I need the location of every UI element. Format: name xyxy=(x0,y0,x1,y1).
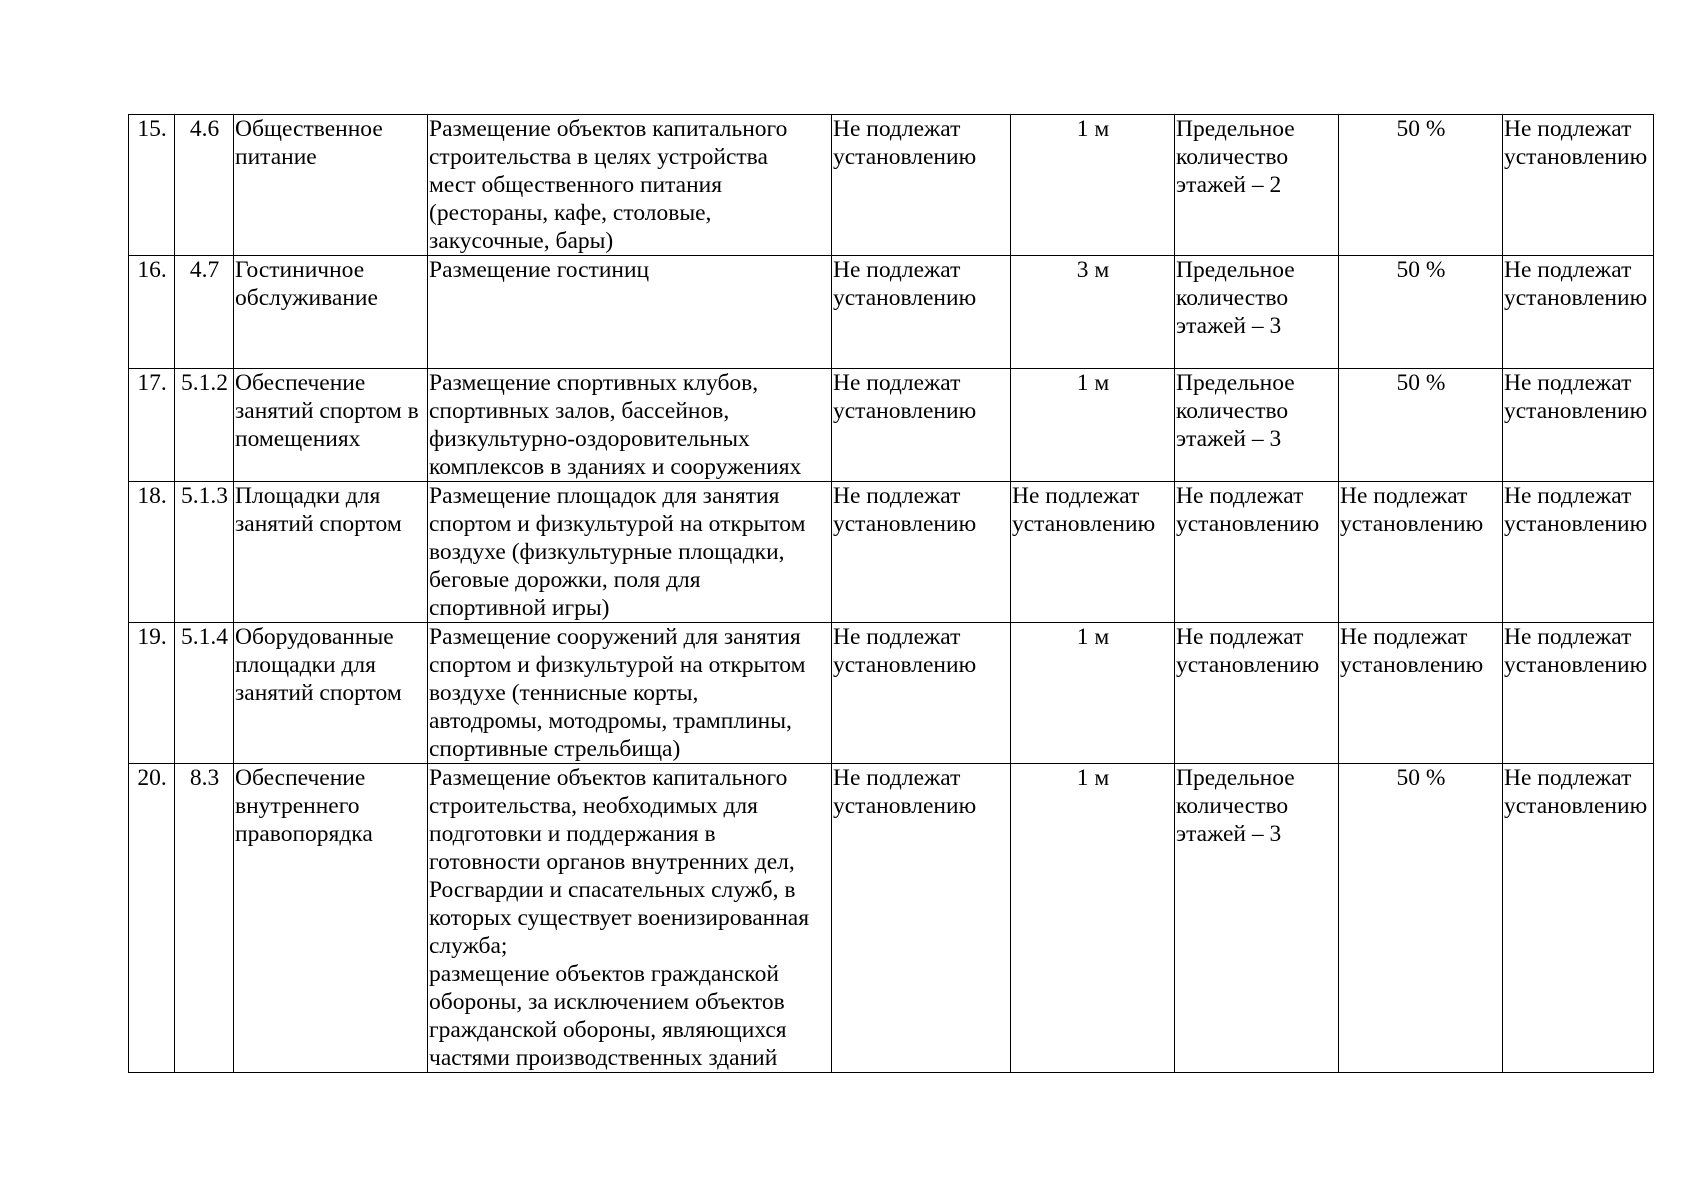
cell-text-line: спортивной игры) xyxy=(429,595,610,621)
cell-text-line: Не подлежат xyxy=(833,116,961,142)
cell-text-line: Не подлежат xyxy=(833,624,961,650)
cell-text-line: установлению xyxy=(833,144,977,170)
cell-min-setback xyxy=(1011,369,1175,482)
cell-text-line: количество xyxy=(1176,285,1289,311)
cell-plot-size xyxy=(832,256,1011,369)
cell-text-line: установлению xyxy=(833,511,977,537)
cell-max-coverage xyxy=(1339,256,1503,369)
cell-use-code xyxy=(175,256,234,369)
cell-text-line: помещениях xyxy=(235,426,361,452)
cell-text-line: Не подлежат xyxy=(1504,370,1632,396)
cell-max-coverage xyxy=(1339,482,1503,623)
table-row xyxy=(129,115,1654,256)
cell-other-limits xyxy=(1503,115,1654,256)
cell-text-line: установлению xyxy=(1012,511,1156,537)
cell-text-line: количество xyxy=(1176,398,1289,424)
cell-use-name xyxy=(234,764,428,1073)
cell-text-line: Не подлежат xyxy=(1176,624,1304,650)
cell-text-line: частями производственных зданий xyxy=(429,1045,778,1071)
cell-text-line: спортом и физкультурой на открытом xyxy=(429,511,806,537)
cell-text-line: занятий спортом xyxy=(235,680,402,706)
cell-text: 5.1.4 xyxy=(181,624,228,650)
cell-min-setback xyxy=(1011,482,1175,623)
cell-text-line: подготовки и поддержания в xyxy=(429,821,716,847)
cell-min-setback xyxy=(1011,764,1175,1073)
cell-text-line: Общественное xyxy=(235,116,383,142)
cell-text-line: 50 % xyxy=(1396,370,1446,396)
cell-text-line: строительства, необходимых для xyxy=(429,793,758,819)
cell-text-line: Предельное xyxy=(1176,257,1295,283)
cell-max-floors xyxy=(1175,115,1339,256)
cell-text-line: Размещение объектов капитального xyxy=(429,765,788,791)
cell-use-description xyxy=(428,623,832,764)
cell-use-code xyxy=(175,623,234,764)
cell-text-line: Не подлежат xyxy=(1340,624,1468,650)
cell-text-line: установлению xyxy=(833,398,977,424)
cell-text-line: Обеспечение xyxy=(235,765,366,791)
cell-text: 4.6 xyxy=(189,116,220,142)
cell-text: 18. xyxy=(137,483,167,509)
table-body xyxy=(129,115,1654,1073)
cell-plot-size xyxy=(832,764,1011,1073)
cell-max-floors xyxy=(1175,764,1339,1073)
cell-plot-size xyxy=(832,115,1011,256)
cell-text-line: установлению xyxy=(1340,652,1484,678)
cell-text-line: установлению xyxy=(1504,793,1648,819)
cell-text-line: Не подлежат xyxy=(1340,483,1468,509)
cell-text-line: спортивных залов, бассейнов, xyxy=(429,398,730,424)
cell-text-line: Не подлежат xyxy=(1504,257,1632,283)
cell-use-name xyxy=(234,482,428,623)
cell-text-line: которых существует военизированная xyxy=(429,905,810,931)
cell-text-line: физкультурно-оздоровительных xyxy=(429,426,750,452)
table-row xyxy=(129,256,1654,369)
cell-use-name xyxy=(234,369,428,482)
cell-text: 15. xyxy=(137,116,167,142)
cell-use-code xyxy=(175,115,234,256)
cell-text-line: воздухе (теннисные корты, xyxy=(429,680,699,706)
cell-text-line: готовности органов внутренних дел, xyxy=(429,849,795,875)
cell-other-limits xyxy=(1503,623,1654,764)
table-row xyxy=(129,482,1654,623)
cell-text-line: Не подлежат xyxy=(1504,765,1632,791)
cell-text-line: Размещение спортивных клубов, xyxy=(429,370,759,396)
cell-text-line: обороны, за исключением объектов xyxy=(429,989,785,1015)
cell-row-number xyxy=(129,764,175,1073)
cell-use-code xyxy=(175,764,234,1073)
cell-max-coverage xyxy=(1339,369,1503,482)
cell-text-line: спортом и физкультурой на открытом xyxy=(429,652,806,678)
table-row xyxy=(129,764,1654,1073)
cell-text-line: установлению xyxy=(1504,398,1648,424)
cell-text-line: установлению xyxy=(1504,511,1648,537)
cell-use-description xyxy=(428,115,832,256)
cell-text-line: 1 м xyxy=(1076,370,1110,396)
cell-text-line: питание xyxy=(235,144,317,170)
cell-text-line: Предельное xyxy=(1176,370,1295,396)
cell-text-line: Не подлежат xyxy=(833,765,961,791)
cell-max-floors xyxy=(1175,369,1339,482)
cell-text-line: Площадки для xyxy=(235,483,381,509)
cell-text-line: этажей – 3 xyxy=(1176,821,1282,847)
cell-text-line: служба; xyxy=(429,933,508,959)
cell-text-line: занятий спортом в xyxy=(235,398,419,424)
cell-text-line: Размещение гостиниц xyxy=(429,257,650,283)
cell-text-line: 1 м xyxy=(1076,116,1110,142)
cell-text-line: правопорядка xyxy=(235,821,373,847)
cell-text-line: занятий спортом xyxy=(235,511,402,537)
cell-min-setback xyxy=(1011,623,1175,764)
cell-text: 20. xyxy=(137,765,167,791)
cell-use-name xyxy=(234,115,428,256)
cell-text: 5.1.2 xyxy=(181,370,228,396)
cell-text-line: Не подлежат xyxy=(1012,483,1140,509)
cell-text-line: 1 м xyxy=(1076,765,1110,791)
cell-text-line: количество xyxy=(1176,144,1289,170)
cell-text-line: 3 м xyxy=(1076,257,1110,283)
cell-text-line: обслуживание xyxy=(235,285,378,311)
cell-row-number xyxy=(129,369,175,482)
cell-text-line: Размещение площадок для занятия xyxy=(429,483,780,509)
cell-text-line: установлению xyxy=(1504,285,1648,311)
cell-text-line: установлению xyxy=(1176,652,1320,678)
cell-text-line: Не подлежат xyxy=(1504,624,1632,650)
cell-text: 4.7 xyxy=(189,257,220,283)
cell-plot-size xyxy=(832,482,1011,623)
cell-text: 8.3 xyxy=(189,765,220,791)
cell-text-line: этажей – 2 xyxy=(1176,172,1282,198)
cell-text-line: установлению xyxy=(833,652,977,678)
cell-text-line: Обеспечение xyxy=(235,370,366,396)
cell-text-line: закусочные, бары) xyxy=(429,228,614,254)
cell-other-limits xyxy=(1503,764,1654,1073)
cell-max-coverage xyxy=(1339,623,1503,764)
cell-text-line: Не подлежат xyxy=(833,257,961,283)
cell-row-number xyxy=(129,623,175,764)
cell-text-line: Не подлежат xyxy=(1176,483,1304,509)
cell-text: 17. xyxy=(137,370,167,396)
cell-use-description xyxy=(428,482,832,623)
cell-text: 5.1.3 xyxy=(181,483,228,509)
cell-max-floors xyxy=(1175,623,1339,764)
cell-text-line: автодромы, мотодромы, трамплины, xyxy=(429,708,792,734)
document-page xyxy=(128,114,1653,1073)
cell-text-line: внутреннего xyxy=(235,793,360,819)
cell-text-line: размещение объектов гражданской xyxy=(429,961,779,987)
cell-row-number xyxy=(129,482,175,623)
cell-max-coverage xyxy=(1339,115,1503,256)
cell-text-line: установлению xyxy=(833,285,977,311)
cell-text-line: Гостиничное xyxy=(235,257,365,283)
cell-text-line: воздухе (физкультурные площадки, xyxy=(429,539,785,565)
cell-text-line: 1 м xyxy=(1076,624,1110,650)
cell-min-setback xyxy=(1011,115,1175,256)
cell-text-line: установлению xyxy=(833,793,977,819)
cell-text-line: Не подлежат xyxy=(1504,116,1632,142)
cell-max-coverage xyxy=(1339,764,1503,1073)
cell-text-line: установлению xyxy=(1340,511,1484,537)
cell-row-number xyxy=(129,256,175,369)
cell-text-line: мест общественного питания xyxy=(429,172,723,198)
cell-use-description xyxy=(428,256,832,369)
cell-text-line: этажей – 3 xyxy=(1176,313,1282,339)
cell-text-line: установлению xyxy=(1504,144,1648,170)
cell-text-line: площадки для xyxy=(235,652,376,678)
cell-text-line: 50 % xyxy=(1396,257,1446,283)
cell-use-description xyxy=(428,369,832,482)
cell-text: 16. xyxy=(137,257,167,283)
cell-text-line: Не подлежат xyxy=(1504,483,1632,509)
cell-use-name xyxy=(234,623,428,764)
cell-text-line: беговые дорожки, поля для xyxy=(429,567,701,593)
cell-text: 19. xyxy=(137,624,167,650)
cell-text-line: строительства в целях устройства xyxy=(429,144,768,170)
cell-text-line: этажей – 3 xyxy=(1176,426,1282,452)
cell-text-line: Размещение сооружений для занятия xyxy=(429,624,801,650)
cell-plot-size xyxy=(832,623,1011,764)
cell-max-floors xyxy=(1175,256,1339,369)
zoning-regulations-table xyxy=(128,114,1654,1073)
cell-use-code xyxy=(175,369,234,482)
cell-plot-size xyxy=(832,369,1011,482)
cell-min-setback xyxy=(1011,256,1175,369)
cell-text-line: Предельное xyxy=(1176,116,1295,142)
cell-text-line: Не подлежат xyxy=(833,370,961,396)
cell-other-limits xyxy=(1503,369,1654,482)
cell-row-number xyxy=(129,115,175,256)
cell-text-line: 50 % xyxy=(1396,116,1446,142)
cell-text-line: спортивные стрельбища) xyxy=(429,736,681,762)
cell-text-line: установлению xyxy=(1504,652,1648,678)
cell-text-line: гражданской обороны, являющихся xyxy=(429,1017,787,1043)
cell-text-line: количество xyxy=(1176,793,1289,819)
cell-text-line: Не подлежат xyxy=(833,483,961,509)
cell-use-name xyxy=(234,256,428,369)
cell-text-line: Росгвардии и спасательных служб, в xyxy=(429,877,796,903)
cell-text-line: Оборудованные xyxy=(235,624,394,650)
cell-text-line: Размещение объектов капитального xyxy=(429,116,788,142)
cell-text-line: установлению xyxy=(1176,511,1320,537)
cell-text-line: 50 % xyxy=(1396,765,1446,791)
cell-max-floors xyxy=(1175,482,1339,623)
cell-other-limits xyxy=(1503,482,1654,623)
cell-text-line: комплексов в зданиях и сооружениях xyxy=(429,454,802,480)
table-row xyxy=(129,623,1654,764)
cell-use-code xyxy=(175,482,234,623)
cell-other-limits xyxy=(1503,256,1654,369)
cell-text-line: Предельное xyxy=(1176,765,1295,791)
cell-text-line: (рестораны, кафе, столовые, xyxy=(429,200,712,226)
table-row xyxy=(129,369,1654,482)
cell-use-description xyxy=(428,764,832,1073)
